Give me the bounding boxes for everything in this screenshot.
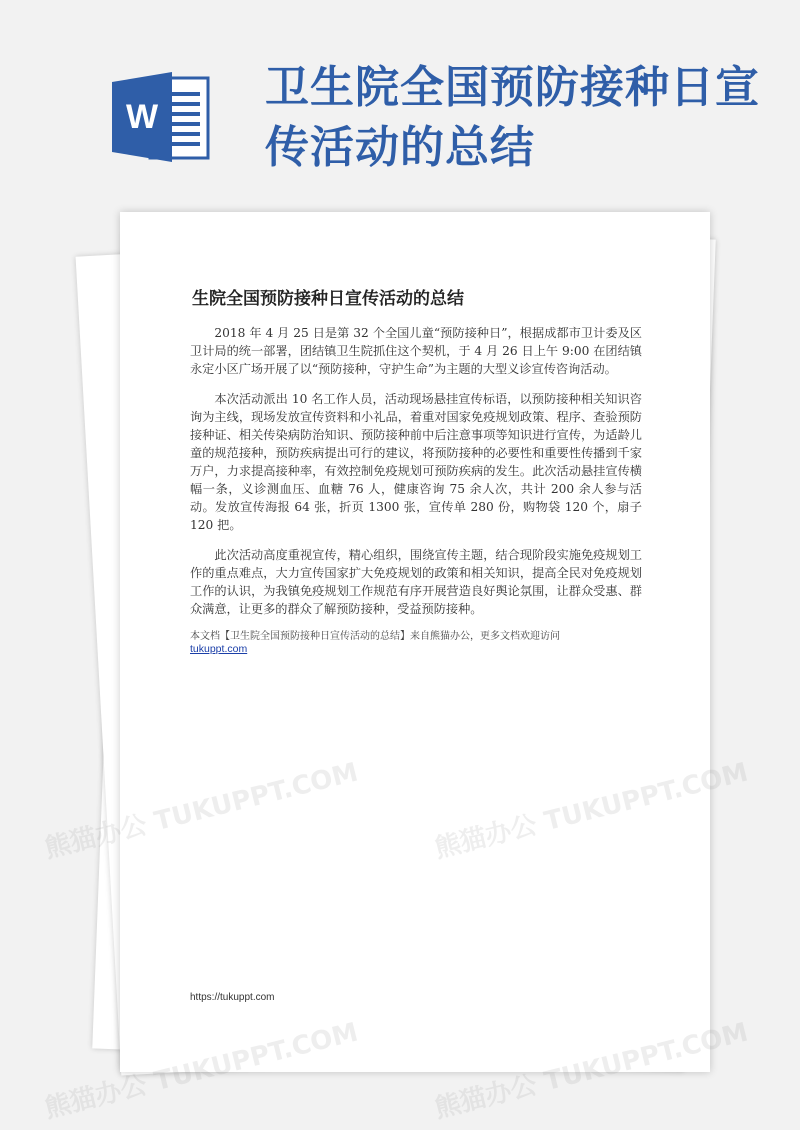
document-body: [190, 324, 642, 630]
watermark: 熊猫办公: [431, 1070, 540, 1125]
paragraph: 此次活动高度重视宣传，精心组织，围绕宣传主题，结合现阶段实施免疫规划工作的重点难点，大力宣传国家扩大免疫规划的政策和相关知识，提高全民对免疫规划工作的认识，为我镇免疫规划工作规范有序开展营造良好舆论氛围，让群众受惠、群众满意，让更多的群众了解预防接种，受益预防接种。: [190, 548, 642, 616]
source-link[interactable]: tukuppt.com: [190, 643, 248, 655]
word-doc-icon: [112, 72, 212, 162]
document-page: [120, 212, 710, 1072]
page-url: https://tukuppt.com: [190, 992, 275, 1003]
document-title: 生院全国预防接种日宣传活动的总结: [192, 289, 464, 309]
paragraph: 2018 年 4 月 25 日是第 32 个全国儿童“预防接种日”，根据成都市卫计委及区卫计局的统一部署，团结镇卫生院抓住这个契机，于 4 月 26 日上午 9:00 在团结镇永定小区广场开展了以“预防接种，守护生命”为主题的大型义诊宣传咨询活动。: [190, 326, 642, 376]
source-note: 本文档【卫生院全国预防接种日宣传活动的总结】来自熊猫办公，更多文档欢迎访问: [190, 631, 560, 642]
watermark: 熊猫办公: [41, 1070, 150, 1125]
paragraph: 本次活动派出 10 名工作人员，活动现场悬挂宣传标语，以预防接种相关知识咨询为主线，现场发放宣传资料和小礼品，着重对国家免疫规划政策、程序、查验预防接种证、相关传染病防治知识、预防接种前中后注意事项等知识进行宣传，为适龄儿童的规范接种，预防疾病提出可行的建议，将预防接种的必要性和重要性传播到千家万户，力求提高接种率，有效控制免疫规划可预防疾病的发生。此次活动悬挂宣传横幅一条，义诊测血压、血糖 76 人，健康咨询 75 余人次，共计 200 余人参与活动。发放宣传海报 64 张，折页 1300 张，宣传单 280 份，购物袋 120 个，扇子 120 把。: [190, 392, 642, 532]
svg-text:W: W: [125, 98, 159, 136]
header-title: 卫生院全国预防接种日宣传活动的总结: [265, 62, 760, 173]
watermark: 熊猫办公: [41, 810, 150, 865]
